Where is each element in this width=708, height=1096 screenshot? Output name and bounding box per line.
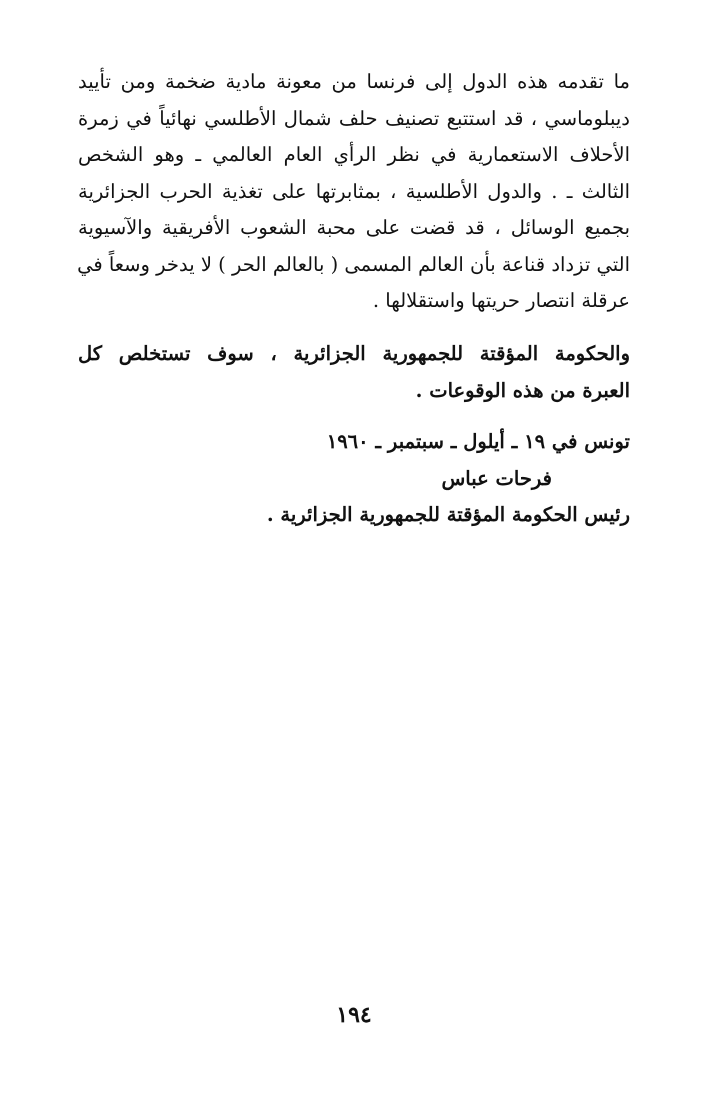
body-line-7: عرقلة انتصار حريتها واستقلالها . <box>372 289 630 312</box>
closing-line-2: العبرة من هذه الوقوعات . <box>415 378 630 402</box>
closing-line-1: والحكومة المؤقتة للجمهورية الجزائرية ، سوف تستخلص كل <box>78 342 630 365</box>
closing-paragraph <box>78 336 630 409</box>
body-line-5: بجميع الوسائل ، قد قضت على محبة الشعوب الأفريقية والآسيوية <box>78 216 630 239</box>
body-line-4: الثالث ـ . والدول الأطلسية ، بمثابرتها على تغذية الحرب الجزائرية <box>78 179 630 203</box>
signature-title: رئيس الحكومة المؤقتة للجمهورية الجزائرية . <box>266 503 630 526</box>
page-number: ١٩٤ <box>336 1002 372 1028</box>
signature-block <box>78 424 630 534</box>
signature-date: تونس في ١٩ ـ أيلول ـ سبتمبر ـ ١٩٦٠ <box>326 430 630 453</box>
body-line-1: ما تقدمه هذه الدول إلى فرنسا من معونة مادية ضخمة ومن تأييد <box>78 70 630 93</box>
body-line-6: التي تزداد قناعة بأن العالم المسمى ( بالعالم الحر ) لا يدخر وسعاً في <box>77 252 630 276</box>
body-line-3: الأحلاف الاستعمارية في نظر الرأي العام العالمي ـ وهو الشخص <box>78 143 630 166</box>
body-line-2: ديبلوماسي ، قد استتبع تصنيف حلف شمال الأطلسي نهائياً في زمرة <box>78 106 630 130</box>
signature-name: فرحات عباس <box>441 466 552 490</box>
body-paragraph <box>78 64 630 320</box>
